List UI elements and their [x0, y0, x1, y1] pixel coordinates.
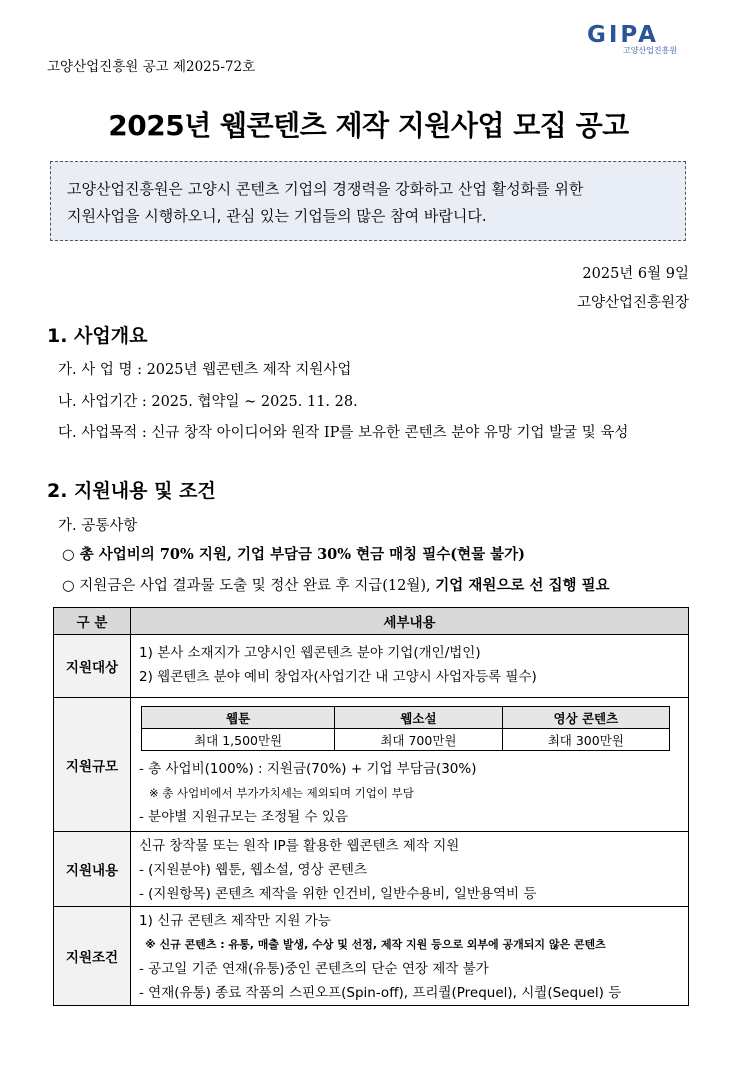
conditions-line: 1) 신규 콘텐츠 제작만 지원 가능: [139, 913, 331, 929]
conditions-line: - 공고일 기준 연재(유통)중인 콘텐츠의 단순 연장 제작 불가: [139, 961, 489, 977]
label-target: 지원대상: [54, 635, 131, 698]
conditions-line: - 연재(유통) 종료 작품의 스핀오프(Spin-off), 프리퀄(Prequel), 시퀄(Sequel) 등: [139, 985, 622, 1001]
label-conditions: 지원조건: [54, 907, 131, 1006]
scale-line: - 총 사업비(100%) : 지원금(70%) + 기업 부담금(30%): [139, 761, 477, 777]
content-line: - (지원항목) 콘텐츠 제작을 위한 인건비, 일반수용비, 일반용역비 등: [139, 886, 537, 902]
bullet-payment: [62, 574, 610, 595]
table-row-target: [54, 635, 689, 698]
cell-content: [131, 832, 689, 907]
table-header-row: [54, 608, 689, 635]
table-row-scale: [54, 698, 689, 832]
support-details-table: [53, 607, 689, 1006]
inner-value-video: 최대 300만원: [502, 729, 669, 751]
section1-heading: 1. 사업개요: [47, 325, 148, 347]
bullet-support-ratio: ○ 총 사업비의 70% 지원, 기업 부담금 30% 현금 매칭 필수(현물 불가): [62, 546, 526, 563]
section1-item: 다. 사업목적 : 신규 창작 아이디어와 원작 IP를 보유한 콘텐츠 분야 유망 기업 발굴 및 육성: [58, 425, 629, 441]
content-line: 신규 창작물 또는 원작 IP를 활용한 웹콘텐츠 제작 지원: [139, 838, 460, 854]
cell-conditions: [131, 907, 689, 1006]
bullet-payment-bold: 기업 재원으로 선 집행 필요: [435, 577, 610, 594]
inner-header-video: 영상 콘텐츠: [502, 707, 669, 729]
bullet-payment-text: ○ 지원금은 사업 결과물 도출 및 정산 완료 후 지급(12월),: [62, 578, 436, 594]
target-line: 2) 웹콘텐츠 분야 예비 창업자(사업기간 내 고양시 사업자등록 필수): [139, 669, 537, 685]
issuer: 고양산업진흥원장: [576, 295, 689, 311]
label-scale: 지원규모: [54, 698, 131, 832]
scale-line: - 분야별 지원규모는 조정될 수 있음: [139, 809, 348, 825]
logo-text: GIPA: [587, 22, 659, 48]
section2-sub: 가. 공통사항: [58, 518, 138, 534]
notice-number: 고양산업진흥원 공고 제2025-72호: [47, 59, 256, 75]
header-details: 세부내용: [131, 608, 689, 635]
section1-item: 나. 사업기간 : 2025. 협약일 ~ 2025. 11. 28.: [58, 394, 358, 410]
scale-note: ※ 총 사업비에서 부가가치세는 제외되며 기업이 부담: [149, 786, 414, 800]
section1-item: 가. 사 업 명 : 2025년 웹콘텐츠 제작 지원사업: [58, 362, 352, 378]
inner-header-webtoon: 웹툰: [142, 707, 335, 729]
table-row-conditions: [54, 907, 689, 1006]
inner-value-webtoon: 최대 1,500만원: [142, 729, 335, 751]
gipa-logo: [587, 22, 699, 56]
table-row-content: [54, 832, 689, 907]
intro-line: 고양산업진흥원은 고양시 콘텐츠 기업의 경쟁력을 강화하고 산업 활성화를 위한: [67, 180, 584, 198]
section2-heading: 2. 지원내용 및 조건: [47, 480, 216, 502]
inner-header-webnovel: 웹소설: [335, 707, 502, 729]
cell-scale: [131, 698, 689, 832]
scale-inner-table: [141, 706, 670, 751]
content-line: - (지원분야) 웹툰, 웹소설, 영상 콘텐츠: [139, 862, 368, 878]
inner-value-webnovel: 최대 700만원: [335, 729, 502, 751]
label-content: 지원내용: [54, 832, 131, 907]
cell-target: [131, 635, 689, 698]
page-title: 2025년 웹콘텐츠 제작 지원사업 모집 공고: [108, 109, 629, 142]
header-category: 구 분: [54, 608, 131, 635]
intro-box: [50, 161, 686, 241]
conditions-note: ※ 신규 콘텐츠 : 유통, 매출 발생, 수상 및 선정, 제작 지원 등으로 외부에 공개되지 않은 콘텐츠: [145, 938, 606, 951]
target-line: 1) 본사 소재지가 고양시인 웹콘텐츠 분야 기업(개인/법인): [139, 645, 481, 661]
intro-line: 지원사업을 시행하오니, 관심 있는 기업들의 많은 참여 바랍니다.: [67, 207, 487, 225]
notice-date: 2025년 6월 9일: [582, 266, 689, 282]
logo-subtext: 고양산업진흥원: [623, 46, 678, 55]
